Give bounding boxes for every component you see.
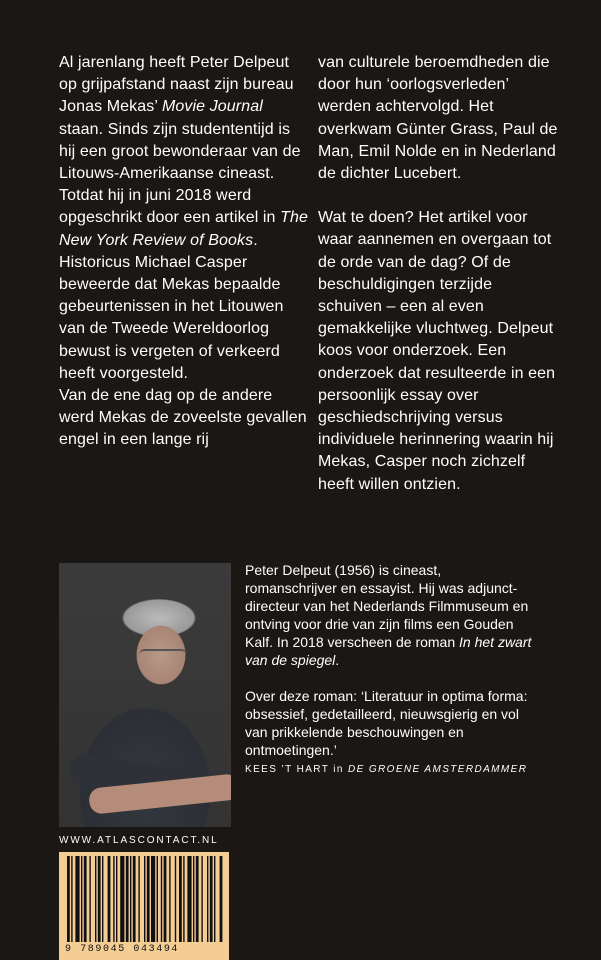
barcode-bar [187, 856, 191, 942]
barcode-bar [161, 856, 162, 942]
blurb-text: Totdat hij in juni 2018 werd opgeschrikt door een artikel in [59, 187, 281, 227]
barcode-bar [67, 856, 70, 942]
movie-journal-title: Movie Journal [161, 98, 263, 116]
blurb-text: Al jarenlang heeft Peter Delpeut op grijpafstand naast zijn bureau Jonas Mekas’ [59, 54, 294, 116]
barcode-bar [196, 856, 199, 942]
barcode-bar [164, 856, 167, 942]
credit-connector: in [329, 764, 348, 775]
barcode-bar [147, 856, 150, 942]
blurb-paragraph-5: Wat te doen? Het artikel voor waar aannemen en overgaan tot de orde van de dag? Of de beschuldigingen terzijde schuiven – een al even gemakkelijke vluchtweg. Delpeut koos voor onderzoek. Een onderzoek dat resulteerde in een persoonlijk essay over geschiedschrijving versus individuele herinnering waarin hij Mekas, Casper noch zichzelf heeft willen ontzien. [318, 209, 556, 493]
bio-paragraph [245, 561, 535, 669]
blurb-paragraph-1 [59, 52, 309, 185]
author-bio [245, 561, 535, 779]
isbn-number: 9 789045 043494 [65, 944, 180, 955]
barcode-bar [98, 856, 101, 942]
barcode-bar [126, 856, 129, 942]
barcode-bar [183, 856, 184, 942]
blurb-right-column [318, 52, 558, 496]
barcode-bar [157, 856, 158, 942]
author-photo [59, 563, 231, 827]
barcode-bar [84, 856, 87, 942]
book-title: In het zwart van de spiegel [245, 634, 532, 668]
barcode-bar [210, 856, 213, 942]
barcode-bar [81, 856, 82, 942]
barcode-bar [175, 856, 176, 942]
barcode-bar [116, 856, 117, 942]
barcode-bar [207, 856, 208, 942]
barcode-bar [120, 856, 124, 942]
publisher-website: WWW.ATLASCONTACT.NL [59, 835, 219, 846]
blurb-text: staan. Sinds zijn studententijd is hij een groot bewonderaar van de Litouws-Amerikaanse cineast. [59, 120, 301, 183]
nyrb-title: The New York Review of Books [59, 209, 308, 249]
blurb-paragraph-4: van culturele beroemdheden die door hun ‘oorlogsverleden’ werden achtervolgd. Het overkwam Günter Grass, Paul de Man, Emil Nolde en in Nederland de dichter Lucebert. [318, 54, 558, 183]
barcode-bar [193, 856, 194, 942]
barcode-bar [214, 856, 215, 942]
blurb-text: . Historicus Michael Casper beweerde dat Mekas bepaalde gebeurtenissen in het Litouwen van de Tweede Wereldoorlog bewust is vergeten of verkeerd heeft voorgesteld. [59, 231, 284, 382]
blurb-paragraph-3: Van de ene dag op de andere werd Mekas de zoveelste gevallen engel in een lange rij [59, 387, 307, 449]
bio-text: Peter Delpeut (1956) is cineast, romanschrijver en essayist. Hij was adjunct-directeur van het Nederlands Filmmuseum en ontving voor drie van zijn films een Gouden Kalf. In 2018 verscheen de roman [245, 562, 529, 650]
bio-text: . [335, 652, 340, 668]
review-quote: Over deze roman: ‘Literatuur in optima forma: obsessief, gedetailleerd, nieuwsgierig en vol van prikkelende beschouwingen en ontmoetingen.’ [245, 688, 528, 758]
barcode-bar [89, 856, 90, 942]
review-source: DE GROENE AMSTERDAMMER [348, 764, 528, 775]
barcode-bar [220, 856, 223, 942]
barcode-bar [169, 856, 170, 942]
blurb-paragraph-2 [59, 185, 309, 385]
barcode [59, 852, 229, 960]
barcode-bar [108, 856, 111, 942]
barcode-bar [75, 856, 79, 942]
barcode-bar [201, 856, 202, 942]
barcode-bar [113, 856, 114, 942]
barcode-bar [179, 856, 182, 942]
barcode-bar [71, 856, 72, 942]
review-credit [245, 761, 535, 779]
barcode-bar [102, 856, 103, 942]
reviewer-name: KEES ’T HART [245, 764, 330, 775]
barcode-bar [151, 856, 155, 942]
barcode-bar [138, 856, 139, 942]
blurb-left-column [59, 52, 309, 452]
barcode-bar [133, 856, 136, 942]
barcode-bar [95, 856, 96, 942]
barcode-bar [144, 856, 145, 942]
barcode-bars [59, 852, 229, 944]
barcode-bar [130, 856, 131, 942]
